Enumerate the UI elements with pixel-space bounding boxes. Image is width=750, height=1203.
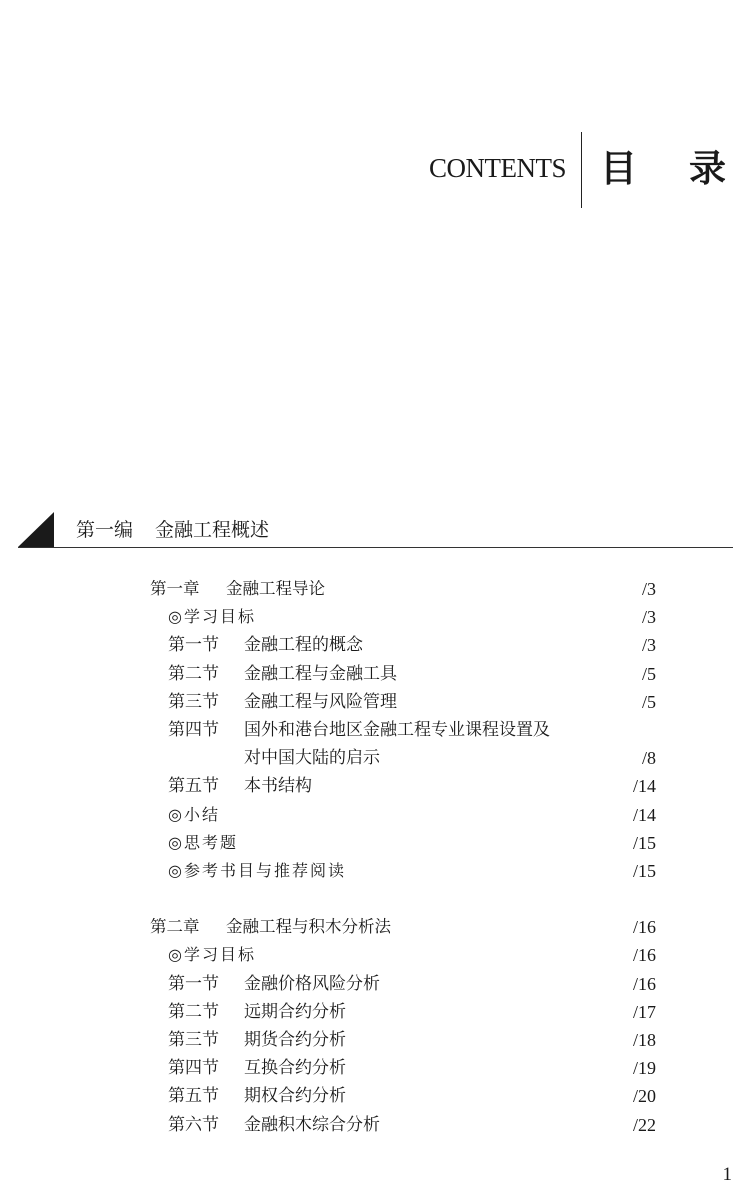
toc-entry-title: 国外和港台地区金融工程专业课程设置及 <box>244 719 550 740</box>
part-header <box>18 512 733 548</box>
toc-entry-title: 期权合约分析 <box>244 1086 346 1107</box>
toc-entry-page: /5 <box>641 691 656 712</box>
toc-entry-cont[interactable] <box>150 744 656 772</box>
toc-entry-page: /3 <box>641 635 656 656</box>
toc-entry-label: 第四节 <box>168 1058 219 1079</box>
toc-entry-title: 金融工程与积木分析法 <box>226 917 391 937</box>
toc-entry-page: /5 <box>641 663 656 684</box>
toc-entry-section[interactable] <box>150 1026 656 1054</box>
part-title <box>76 517 269 543</box>
toc-entry-title: 远期合约分析 <box>244 1001 346 1022</box>
toc-entry-title: 对中国大陆的启示 <box>244 748 380 769</box>
toc-entry-page: /22 <box>632 1114 656 1135</box>
toc-entry-chapter[interactable] <box>150 575 656 603</box>
toc-entry-section[interactable] <box>150 716 656 744</box>
toc-entry-section[interactable] <box>150 970 656 998</box>
toc-entry-section[interactable] <box>150 631 656 659</box>
toc-entry-title: 金融工程与风险管理 <box>244 691 397 712</box>
triangle-marker-icon <box>18 512 54 547</box>
contents-heading-zh <box>600 146 726 192</box>
toc-entry-item[interactable] <box>150 941 656 969</box>
part-number: 第一编 <box>76 519 134 541</box>
toc-entry-section[interactable] <box>150 660 656 688</box>
toc-entry-page: /14 <box>632 804 656 825</box>
toc-entry-title: 期货合约分析 <box>244 1030 346 1050</box>
toc-entry-item[interactable] <box>150 801 656 829</box>
table-of-contents <box>150 575 656 1139</box>
toc-entry-section[interactable] <box>150 1111 656 1139</box>
toc-entry-page: /20 <box>632 1086 656 1107</box>
toc-entry-title: 金融积木综合分析 <box>244 1114 380 1135</box>
toc-entry-label: 第六节 <box>168 1114 219 1135</box>
toc-entry-page: /3 <box>641 607 656 628</box>
toc-entry-item[interactable] <box>150 829 656 857</box>
part-name: 金融工程概述 <box>155 519 270 541</box>
toc-entry-label: 第五节 <box>168 1086 219 1107</box>
toc-entry-title: ◎学习目标 <box>168 607 256 627</box>
toc-entry-label: 第五节 <box>168 776 219 797</box>
toc-entry-page: /14 <box>632 776 656 797</box>
heading-divider <box>581 132 582 208</box>
toc-entry-label: 第一章 <box>150 579 200 598</box>
toc-entry-label: 第三节 <box>168 691 219 712</box>
toc-entry-section[interactable] <box>150 998 656 1026</box>
toc-entry-title: ◎学习目标 <box>168 945 256 965</box>
toc-entry-label: 第二章 <box>150 917 200 937</box>
toc-entry-label: 第二节 <box>168 1001 219 1022</box>
toc-entry-page: /15 <box>632 832 656 853</box>
toc-entry-title: ◎参考书目与推荐阅读 <box>168 860 346 880</box>
toc-entry-section[interactable] <box>150 772 656 800</box>
toc-entry-section[interactable] <box>150 688 656 716</box>
toc-entry-page: /16 <box>632 917 656 938</box>
toc-entry-label: 第一节 <box>168 635 219 656</box>
toc-entry-title: 本书结构 <box>244 776 312 797</box>
toc-entry-page: /3 <box>641 579 656 599</box>
toc-entry-title: 金融工程与金融工具 <box>244 663 397 684</box>
toc-entry-title: ◎小结 <box>168 804 220 824</box>
toc-entry-title: 金融价格风险分析 <box>244 973 380 994</box>
toc-entry-page: /18 <box>632 1030 656 1050</box>
toc-spacer <box>150 885 656 913</box>
toc-entry-label: 第二节 <box>168 663 219 684</box>
contents-heading-en: CONTENTS <box>429 153 566 183</box>
toc-entry-title: 金融工程导论 <box>226 579 325 598</box>
toc-entry-item[interactable] <box>150 857 656 885</box>
toc-entry-label: 第一节 <box>168 973 219 994</box>
toc-entry-page: /16 <box>632 973 656 994</box>
toc-entry-page: /8 <box>641 748 656 769</box>
toc-entry-item[interactable] <box>150 603 656 631</box>
page-number: 1 <box>722 1164 732 1185</box>
toc-entry-chapter[interactable] <box>150 913 656 941</box>
toc-entry-section[interactable] <box>150 1082 656 1110</box>
heading-char-1: 目 <box>600 147 637 190</box>
toc-entry-title: 金融工程的概念 <box>244 635 363 656</box>
toc-entry-title: 互换合约分析 <box>244 1058 346 1079</box>
toc-entry-label: 第四节 <box>168 719 219 740</box>
toc-entry-page: /17 <box>632 1001 656 1022</box>
heading-char-2: 录 <box>689 147 726 190</box>
toc-entry-title: ◎思考题 <box>168 832 238 852</box>
toc-entry-label: 第三节 <box>168 1030 219 1050</box>
toc-entry-page: /15 <box>632 860 656 881</box>
toc-entry-page: /19 <box>632 1058 656 1079</box>
toc-entry-page: /16 <box>632 945 656 966</box>
toc-entry-section[interactable] <box>150 1054 656 1082</box>
part-underline <box>18 547 733 548</box>
